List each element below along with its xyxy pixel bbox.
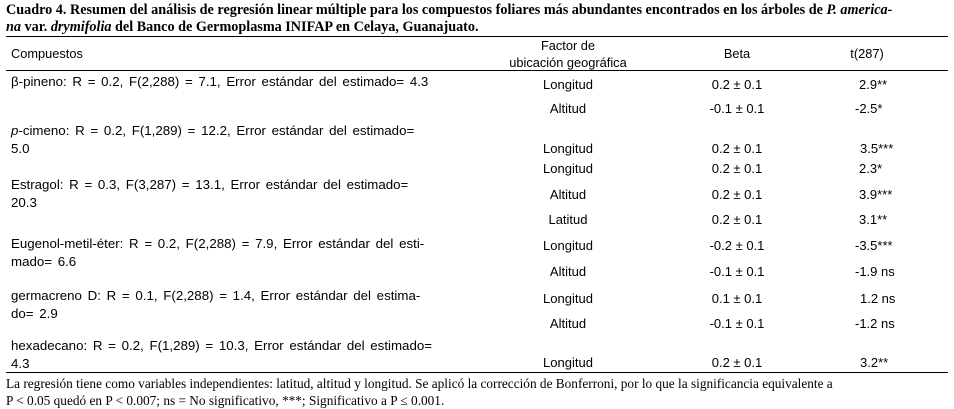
compound-name: Eugenol-metil-éter	[11, 236, 120, 251]
compound-beta-pineno	[11, 73, 441, 91]
compound-stats-cont: mado= 6.6	[11, 254, 77, 269]
header-t: t(287)	[850, 46, 884, 61]
caption-text-2: var.	[20, 19, 51, 35]
header-factor-line2: ubicación geográfica	[509, 55, 627, 70]
factor-cell: Altitud	[549, 101, 587, 116]
factor-cell: Altitud	[549, 264, 587, 279]
t-cell: 3.5***	[860, 141, 894, 156]
compound-stats-cont: 5.0	[11, 141, 30, 156]
footnote-line2: P < 0.05 quedó en P < 0.007; ns = No significativo, ***; Significativo a P ≤ 0.001.	[6, 393, 445, 408]
t-cell: 2.9**	[859, 77, 888, 92]
factor-cell: Longitud	[543, 141, 593, 156]
beta-cell: 0.2 ± 0.1	[711, 187, 763, 202]
bottom-rule	[6, 372, 948, 373]
compound-stats-cont: do= 2.9	[11, 306, 58, 321]
header-rule	[6, 70, 948, 71]
beta-cell: -0.1 ± 0.1	[709, 264, 765, 279]
compound-germacreno-d	[11, 287, 441, 323]
factor-cell: Longitud	[543, 291, 593, 306]
factor-cell: Longitud	[543, 238, 593, 253]
caption-species-b: na	[6, 19, 21, 35]
beta-cell: 0.2 ± 0.1	[711, 77, 763, 92]
t-cell: -1.9 ns	[855, 264, 895, 279]
compound-name: β-pineno	[11, 74, 64, 89]
beta-cell: 0.2 ± 0.1	[711, 212, 763, 227]
top-rule	[6, 36, 948, 37]
t-cell: 2.3*	[859, 161, 883, 176]
beta-cell: 0.2 ± 0.1	[711, 161, 763, 176]
beta-cell: 0.2 ± 0.1	[711, 141, 763, 156]
compound-p-cimeno	[11, 122, 441, 158]
t-cell: -3.5***	[855, 238, 893, 253]
header-factor-line1: Factor de	[540, 38, 596, 53]
table-caption	[6, 2, 950, 36]
compound-name: p	[11, 123, 19, 138]
beta-cell: -0.2 ± 0.1	[709, 238, 765, 253]
compound-estragol	[11, 176, 441, 212]
compound-stats: : R = 0.2, F(2,288) = 7.9, Error estándar del esti-	[119, 236, 425, 251]
table-footnote	[6, 375, 950, 409]
compound-eugenol-metil-eter	[11, 235, 441, 271]
beta-cell: 0.2 ± 0.1	[711, 355, 763, 370]
compound-name-rest: -cimeno	[18, 123, 66, 138]
compound-stats-cont: 20.3	[11, 195, 37, 210]
beta-cell: -0.1 ± 0.1	[709, 316, 765, 331]
compound-stats: : R = 0.1, F(2,288) = 1.4, Error estándar del estima-	[97, 288, 421, 303]
compound-stats-cont: 4.3	[11, 356, 30, 371]
beta-cell: -0.1 ± 0.1	[709, 101, 765, 116]
compound-name: hexadecano	[11, 338, 84, 353]
factor-cell: Longitud	[543, 77, 593, 92]
factor-cell: Altitud	[549, 187, 587, 202]
t-cell: 3.1**	[859, 212, 888, 227]
beta-cell: 0.1 ± 0.1	[711, 291, 763, 306]
caption-species-a: P. america-	[826, 2, 893, 18]
caption-text-1: Cuadro 4. Resumen del análisis de regresión linear múltiple para los compuestos foliares más abundantes encontrados en los árboles de	[6, 2, 827, 18]
factor-cell: Latitud	[548, 212, 588, 227]
factor-cell: Longitud	[543, 355, 593, 370]
compound-name: Estragol	[11, 177, 60, 192]
compound-stats: : R = 0.2, F(1,289) = 10.3, Error estándar del estimado=	[83, 338, 433, 353]
compound-hexadecano	[11, 337, 441, 373]
t-cell: -1.2 ns	[855, 316, 895, 331]
caption-variety: drymifolia	[50, 19, 112, 35]
compound-name: germacreno D	[11, 288, 98, 303]
factor-cell: Longitud	[543, 161, 593, 176]
header-beta: Beta	[723, 46, 751, 61]
footnote-line1: La regresión tiene como variables independientes: latitud, altitud y longitud. Se aplicó la corrección de Bonferroni, por lo que la significancia equivalente a	[6, 376, 833, 391]
caption-text-3: del Banco de Germoplasma INIFAP en Celaya, Guanajuato.	[111, 19, 479, 35]
compound-stats: : R = 0.2, F(2,288) = 7.1, Error estándar del estimado= 4.3	[63, 74, 429, 89]
t-cell: 3.9***	[859, 187, 893, 202]
compound-stats: : R = 0.2, F(1,289) = 12.2, Error estándar del estimado=	[65, 123, 415, 138]
header-compuestos: Compuestos	[11, 46, 83, 61]
t-cell: -2.5*	[855, 101, 883, 116]
t-cell: 1.2 ns	[860, 291, 896, 306]
t-cell: 3.2**	[860, 355, 889, 370]
compound-stats: : R = 0.3, F(3,287) = 13.1, Error estándar del estimado=	[59, 177, 409, 192]
factor-cell: Altitud	[549, 316, 587, 331]
